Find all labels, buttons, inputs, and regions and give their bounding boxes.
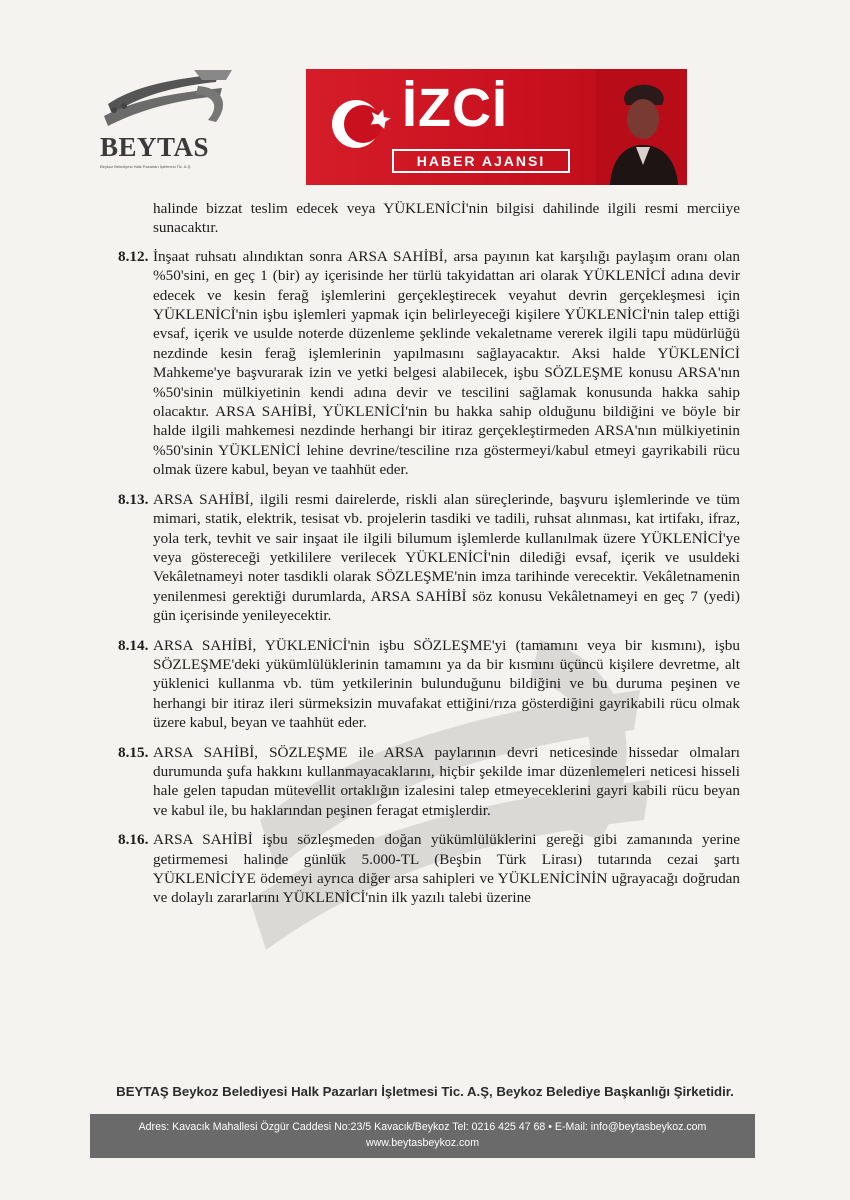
- clause-text: ARSA SAHİBİ, YÜKLENİCİ'nin işbu SÖZLEŞME'yi (tamamını veya bir kısmını), işbu SÖZLEŞME'deki yükümlülüklerinin tamamını ya da bir kısmını üçüncü kişilere devretme, alt yüklenici kullanma vb. tüm yetkilerinin bulunduğunu bildiğini ve bu duruma peşinen ve herhangi bir itiraz ileri sürmeksizin muvafakat ettiğini/rıza gösterdiğini gayrikabili rücu olmak üzere kabul, beyan ve taahhüt eder.: [153, 636, 740, 732]
- footer-company-line: BEYTAŞ Beykoz Belediyesi Halk Pazarları İşletmesi Tic. A.Ş, Beykoz Belediye Başkanlığı Şirketidir.: [116, 1084, 734, 1099]
- clause-number: 8.15.: [118, 743, 149, 761]
- banner-brand: İZCİ: [402, 78, 508, 138]
- footer-address: Adres: Kavacık Mahallesi Özgür Caddesi No:23/5 Kavacık/Beykoz Tel: 0216 425 47 68 • E-Mail: info@beytasbeykoz.com: [138, 1121, 707, 1133]
- clause-text: İnşaat ruhsatı alındıktan sonra ARSA SAHİBİ, arsa payının kat karşılığı paylaşım oranı olan %50'sini, en geç 1 (bir) ay içerisinde her türlü takyidattan ari olarak YÜKLENİCİ adına devir edecek ve kesin ferağ işlemlerini gerçekleştirecek veyahut devrin gerçekleşmesi için YÜKLENİCİ'nin işbu işlemleri yapmak için belirleyeceği kişilere YÜKLENİCİ'nin talep ettiği evsaf, içerik ve usulde noterde düzenleme şeklinde vekaletname vererek ilgili tapu müdürlüğü nezdinde kesin ferağ işlemlerinin yapılmasını sağlayacaktır. Aksi halde YÜKLENİCİ Mahkeme'ye başvurarak izin ve yetki belgesi alabilecek, işbu SÖZLEŞME konusu ARSA'nın %50'sinin mülkiyetinin kendi adına devir ve tescilini sağlamak konusunda hakka sahip olacaktır. ARSA SAHİBİ, YÜKLENİCİ'nin bu hakka sahip olduğunu bildiğini ve böyle bir halde ilgili mahkemesi nezdinde herhangi bir itiraz gerçekleştirmeden ARSA'nın mülkiyetinin %50'sinin YÜKLENİCİ lehine devrine/tesciline rıza göstermeyi/kabul etmeyi gayrikabili rücu olmak üzere kabul, beyan ve taahhüt eder.: [153, 247, 740, 479]
- contract-body: [118, 199, 740, 918]
- logo-tagline: Beykoz Belediyesi Halk Pazarları İşletmesi Tic. A.Ş.: [100, 164, 192, 169]
- clause-number: 8.14.: [118, 636, 149, 654]
- logo-wordmark: BEYTAS: [100, 132, 210, 162]
- footer-contact-bar: [90, 1114, 755, 1158]
- beytas-emblem-icon: [98, 64, 238, 134]
- intro-paragraph: halinde bizzat teslim edecek veya YÜKLENİCİ'nin bilgisi dahilinde ilgili resmi merciiye sunacaktır.: [153, 200, 740, 237]
- beytas-logo: [98, 64, 238, 176]
- clause-number: 8.12.: [118, 247, 149, 265]
- clause-text: ARSA SAHİBİ, SÖZLEŞME ile ARSA paylarının devri neticesinde hissedar olmaları durumunda şufa hakkını kullanmayacaklarını, hiçbir şekilde imar düzenlemeleri neticesi hisseli hale gelen tapudan mütevellit ortaklığın izalesini talep etmeyeceklerini gayri kabili rücu beyan ve kabul ile, bu haklarından peşinen feragat etmişlerdir.: [153, 743, 740, 819]
- clause-8-15: [118, 743, 740, 821]
- clause-8-13: [118, 490, 740, 626]
- clause-text: ARSA SAHİBİ işbu sözleşmeden doğan yükümlülüklerini gereği gibi zamanında yerine getirmemesi halinde günlük 5.000-TL (Beşbin Türk Lirası) tutarında cezai şartı YÜKLENİCİYE ödemeyi ayrıca diğer arsa sahipleri ve YÜKLENİCİNİN uğrayacağı doğrudan ve dolaylı zararlarını YÜKLENİCİ'nin ilk yazılı talebi üzerine: [153, 831, 740, 907]
- footer-website: www.beytasbeykoz.com: [365, 1137, 480, 1149]
- clause-8-12: [118, 247, 740, 480]
- portrait-icon: [596, 69, 687, 185]
- clause-8-14: [118, 636, 740, 733]
- clause-8-16: [118, 830, 740, 908]
- clause-text: ARSA SAHİBİ, ilgili resmi dairelerde, riskli alan süreçlerinde, başvuru işlemlerinde ve tüm mimari, statik, elektrik, tesisat vb. projelerin tasdiki ve tadili, ruhsat alınması, kat irtifakı, ifraz, yola terk, tevhit ve sair inşaat ile ilgili bilumum işlemlerde kullanılmak üzere YÜKLENİCİ'ye veya göstereceği yetkililere verilecek YÜKLENİCİ'nin dilediği evsaf, içerik ve usuldeki Vekâletnameyi noter tasdikli olarak SÖZLEŞME'nin imza tarihinde verecektir. Vekâletnamenin yenilenmesi gerektiği durumlarda, ARSA SAHİBİ söz konusu Vekâletnameyi en geç 7 (yedi) gün içerisinde yenileyecektir.: [153, 490, 740, 625]
- crescent-star-icon: [326, 89, 396, 159]
- izci-banner: [306, 69, 687, 185]
- banner-subtitle: HABER AJANSI: [392, 149, 570, 173]
- clause-number: 8.13.: [118, 490, 149, 508]
- clause-number: 8.16.: [118, 831, 149, 849]
